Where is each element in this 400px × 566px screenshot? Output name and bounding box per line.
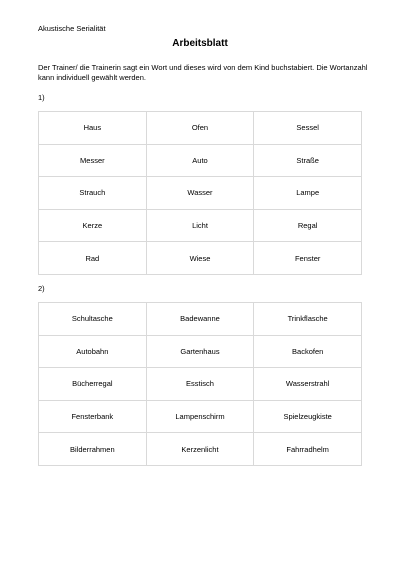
word-cell: Autobahn [39,335,147,368]
word-table-1 [38,111,362,275]
table-row [39,112,362,145]
word-cell: Bilderrahmen [39,433,147,466]
table-row [39,433,362,466]
word-cell: Straße [254,144,362,177]
word-cell: Sessel [254,112,362,145]
word-cell: Fensterbank [39,400,147,433]
section-1-label: 1) [38,93,45,102]
word-cell: Lampe [254,177,362,210]
table-row [39,335,362,368]
word-cell: Wasserstrahl [254,368,362,401]
word-cell: Regal [254,209,362,242]
table-row [39,144,362,177]
word-cell: Gartenhaus [146,335,254,368]
word-cell: Fahrradhelm [254,433,362,466]
word-cell: Schultasche [39,303,147,336]
page-header: Akustische Serialität [38,24,106,33]
word-cell: Trinkflasche [254,303,362,336]
instructions-text: Der Trainer/ die Trainerin sagt ein Wort und dieses wird von dem Kind buchstabiert. Die Wortanzahl kann individuell gewählt werden. [38,63,368,82]
word-cell: Ofen [146,112,254,145]
word-table-2 [38,302,362,466]
word-cell: Fenster [254,242,362,275]
word-cell: Messer [39,144,147,177]
word-cell: Licht [146,209,254,242]
table-row [39,177,362,210]
table-row [39,400,362,433]
word-cell: Esstisch [146,368,254,401]
word-cell: Kerze [39,209,147,242]
page-title: Arbeitsblatt [172,38,228,49]
table-row [39,242,362,275]
section-2-label: 2) [38,284,45,293]
word-cell: Wiese [146,242,254,275]
word-cell: Wasser [146,177,254,210]
word-cell: Strauch [39,177,147,210]
table-row [39,303,362,336]
word-cell: Spielzeugkiste [254,400,362,433]
word-cell: Lampenschirm [146,400,254,433]
word-cell: Haus [39,112,147,145]
table-row [39,368,362,401]
word-cell: Rad [39,242,147,275]
table-row [39,209,362,242]
word-cell: Auto [146,144,254,177]
word-cell: Badewanne [146,303,254,336]
word-cell: Kerzenlicht [146,433,254,466]
word-cell: Backofen [254,335,362,368]
word-cell: Bücherregal [39,368,147,401]
